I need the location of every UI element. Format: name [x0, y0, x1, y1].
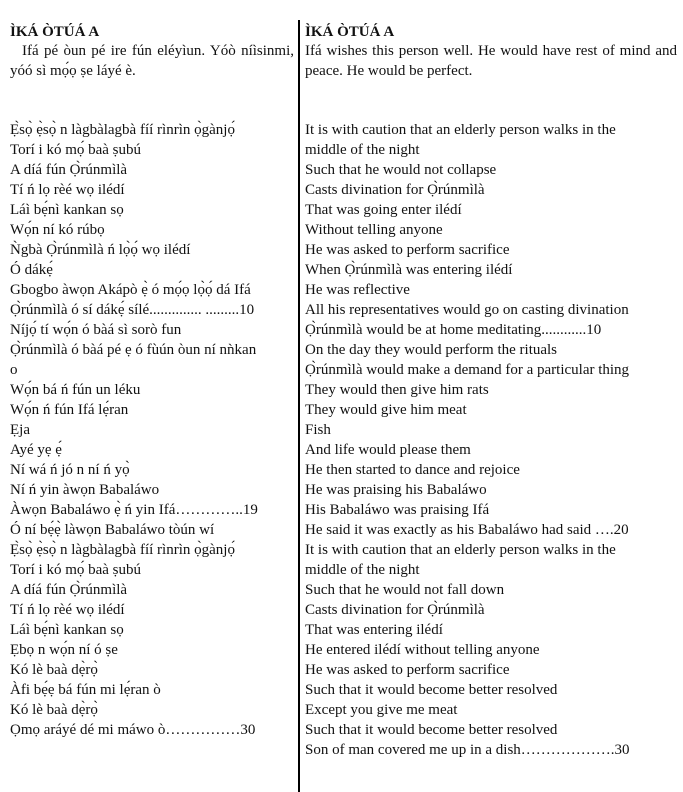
verse-line-continuation: middle of the night: [305, 142, 420, 158]
verse-line-text: Ẹ̀sọ̀ ẹ̀sọ̀ n làgbàlagbà fíí rìnrìn ọ̀gànjọ́: [10, 542, 235, 558]
verse-line: [305, 680, 677, 700]
verse-line-text: He was asked to perform sacrifice: [305, 242, 510, 258]
verse-line: [10, 140, 294, 160]
verse-line-text: Wọ́n ń fún Ifá lẹ́ran: [10, 402, 129, 418]
verse-line-text: Ayé yẹ ẹ́: [10, 442, 62, 458]
english-intro: Ifá wishes this person well. He would have rest of mind and peace. He would be perfect.: [305, 43, 677, 79]
verse-line-text: Ọ̀rúnmìlà would be at home meditating............10: [305, 322, 602, 338]
verse-line-text: They would then give him rats: [305, 382, 489, 398]
verse-line: [10, 380, 294, 400]
verse-line-text: Casts divination for Ọ̀rúnmìlà: [305, 182, 485, 198]
verse-line-text: Tí ń lọ rèé wọ ilédí: [10, 182, 125, 198]
verse-line: [10, 520, 294, 540]
verse-line-text: Gbogbo àwọn Akápò ẹ̀ ó mọ́ọ lọ̀ọ́ dá Ifá: [10, 282, 251, 298]
verse-line: [10, 500, 294, 520]
verse-line: [10, 560, 294, 580]
verse-line: [305, 120, 677, 160]
verse-line-text: Ní ń yin àwọn Babaláwo: [10, 482, 160, 498]
yoruba-title: ÌKÁ ÒTÚÁ A: [10, 24, 100, 40]
verse-line-text: Ní wá ń jó n ní ń yọ̀: [10, 462, 130, 478]
verse-line: [305, 620, 677, 640]
verse-line: [10, 340, 294, 380]
english-verse-lines: [305, 120, 677, 760]
verse-line: [10, 180, 294, 200]
verse-line: [10, 700, 294, 720]
verse-line: [305, 200, 677, 220]
verse-line: [10, 160, 294, 180]
verse-line-text: Wọ́n bá ń fún un léku: [10, 382, 141, 398]
verse-line: [305, 480, 677, 500]
verse-line-text: Àwọn Babaláwo ẹ̀ ń yin Ifá…………..19: [10, 502, 258, 518]
verse-line-text: Kó lè baà dẹ̀rọ̀: [10, 662, 98, 678]
verse-line-text: When Ọ̀rúnmìlà was entering ilédí: [305, 262, 513, 278]
verse-line-text: He entered ilédí without telling anyone: [305, 642, 540, 658]
verse-line-text: Ǹgbà Ọ̀rúnmìlà ń lọ̀ọ́ wọ ilédí: [10, 242, 191, 258]
verse-line-text: A díá fún Ọ̀rúnmìlà: [10, 582, 128, 598]
verse-line: [10, 240, 294, 260]
verse-line-text: Ọmọ aráyé dé mi máwo ò……………30: [10, 722, 256, 738]
verse-line: [305, 220, 677, 240]
verse-line: [305, 700, 677, 720]
verse-line-text: Fish: [305, 422, 331, 438]
verse-line: [10, 300, 294, 320]
verse-line: [10, 460, 294, 480]
verse-line: [305, 160, 677, 180]
verse-line-text: Except you give me meat: [305, 702, 458, 718]
verse-line: [305, 320, 677, 340]
verse-line-text: Such that he would not fall down: [305, 582, 505, 598]
verse-line-text: It is with caution that an elderly person walks in the: [305, 542, 616, 558]
verse-line: [10, 720, 294, 740]
column-divider: [298, 20, 300, 792]
verse-line: [305, 460, 677, 480]
verse-line: [305, 540, 677, 580]
verse-line: [10, 600, 294, 620]
verse-line-text: He said it was exactly as his Babaláwo had said ….20: [305, 522, 629, 538]
verse-line-text: That was going enter ilédí: [305, 202, 462, 218]
verse-line-text: That was entering ilédí: [305, 622, 443, 638]
verse-line-text: Ẹbọ n wọ́n ní ó ṣe: [10, 642, 118, 658]
verse-line: [10, 440, 294, 460]
verse-line-text: A díá fún Ọ̀rúnmìlà: [10, 162, 128, 178]
verse-line-text: On the day they would perform the rituals: [305, 342, 558, 358]
verse-line: [305, 720, 677, 740]
verse-line: [10, 420, 294, 440]
verse-line: [10, 400, 294, 420]
verse-line: [305, 360, 677, 380]
verse-line-text: Casts divination for Ọ̀rúnmìlà: [305, 602, 485, 618]
verse-line-text: They would give him meat: [305, 402, 467, 418]
verse-line-text: Ó dákẹ́: [10, 262, 53, 278]
verse-line-text: He was praising his Babaláwo: [305, 482, 487, 498]
verse-line: [305, 740, 677, 760]
verse-line: [10, 640, 294, 660]
verse-line: [305, 240, 677, 260]
verse-line: [305, 500, 677, 520]
verse-line-continuation: middle of the night: [305, 562, 420, 578]
verse-line: [10, 320, 294, 340]
verse-line: [10, 260, 294, 280]
verse-line: [305, 400, 677, 420]
verse-line-text: Such that it would become better resolved: [305, 722, 558, 738]
verse-line: [305, 300, 677, 320]
verse-line: [305, 600, 677, 620]
verse-line: [10, 220, 294, 240]
verse-line: [305, 180, 677, 200]
verse-line: [305, 340, 677, 360]
verse-line-text: Wọ́n ní kó rúbọ: [10, 222, 105, 238]
verse-line-text: Láì bẹ́nì kankan sọ: [10, 622, 124, 638]
verse-line: [10, 680, 294, 700]
verse-line: [305, 280, 677, 300]
yoruba-verse-lines: [10, 120, 294, 740]
english-title: ÌKÁ ÒTÚÁ A: [305, 24, 395, 40]
verse-line-text: Kó lè baà dẹ̀rọ̀: [10, 702, 98, 718]
verse-line: [10, 280, 294, 300]
yoruba-intro: Ifá pé òun pé ire fún eléyìun. Yóò níìsinmi, yóó sì mọ́ọ ṣe láyé è.: [10, 43, 294, 79]
verse-line-text: He then started to dance and rejoice: [305, 462, 520, 478]
verse-line-text: Àfi bẹ́ẹ bá fún mi lẹ́ran ò: [10, 682, 161, 698]
verse-line-text: Such that he would not collapse: [305, 162, 497, 178]
verse-line-text: He was asked to perform sacrifice: [305, 662, 510, 678]
verse-line: [10, 620, 294, 640]
verse-line: [10, 580, 294, 600]
verse-line-text: Níjọ́ tí wọ́n ó bàá sì sorò fun: [10, 322, 182, 338]
verse-line-text: And life would please them: [305, 442, 471, 458]
verse-line-text: Láì bẹ́nì kankan sọ: [10, 202, 124, 218]
verse-line-text: Ẹja: [10, 422, 30, 438]
verse-line: [305, 420, 677, 440]
verse-line: [305, 520, 677, 540]
verse-line: [305, 260, 677, 280]
verse-line-text: Son of man covered me up in a dish……………….30: [305, 742, 630, 758]
verse-line-text: It is with caution that an elderly person walks in the: [305, 122, 616, 138]
verse-line: [305, 380, 677, 400]
verse-line: [305, 640, 677, 660]
verse-line: [305, 440, 677, 460]
verse-line: [10, 660, 294, 680]
verse-line-text: Ẹ̀sọ̀ ẹ̀sọ̀ n làgbàlagbà fíí rìnrìn ọ̀gànjọ́: [10, 122, 235, 138]
verse-line-text: Torí i kó mọ́ baà ṣubú: [10, 562, 142, 578]
verse-line-text: Without telling anyone: [305, 222, 443, 238]
verse-line: [10, 120, 294, 140]
verse-line-text: Such that it would become better resolved: [305, 682, 558, 698]
verse-line-text: Ó ní bẹ́ẹ̀ làwọn Babaláwo tòún wí: [10, 522, 215, 538]
verse-line-continuation: o: [10, 362, 18, 378]
verse-line-text: Ọ̀rúnmìlà would make a demand for a particular thing: [305, 362, 630, 378]
verse-line: [10, 540, 294, 560]
verse-line: [305, 660, 677, 680]
verse-line-text: His Babaláwo was praising Ifá: [305, 502, 490, 518]
verse-line: [305, 580, 677, 600]
verse-line: [10, 480, 294, 500]
verse-line-text: All his representatives would go on casting divination: [305, 302, 629, 318]
verse-line: [10, 200, 294, 220]
verse-line-text: Ọ̀rúnmìlà ó bàá pé ẹ ó fùún òun ní nǹkan: [10, 342, 257, 358]
verse-line-text: He was reflective: [305, 282, 410, 298]
verse-line-text: Ọ̀rúnmìlà ó sí dákẹ́ sílé.............. .........10: [10, 302, 255, 318]
verse-line-text: Tí ń lọ rèé wọ ilédí: [10, 602, 125, 618]
verse-line-text: Torí i kó mọ́ baà ṣubú: [10, 142, 142, 158]
